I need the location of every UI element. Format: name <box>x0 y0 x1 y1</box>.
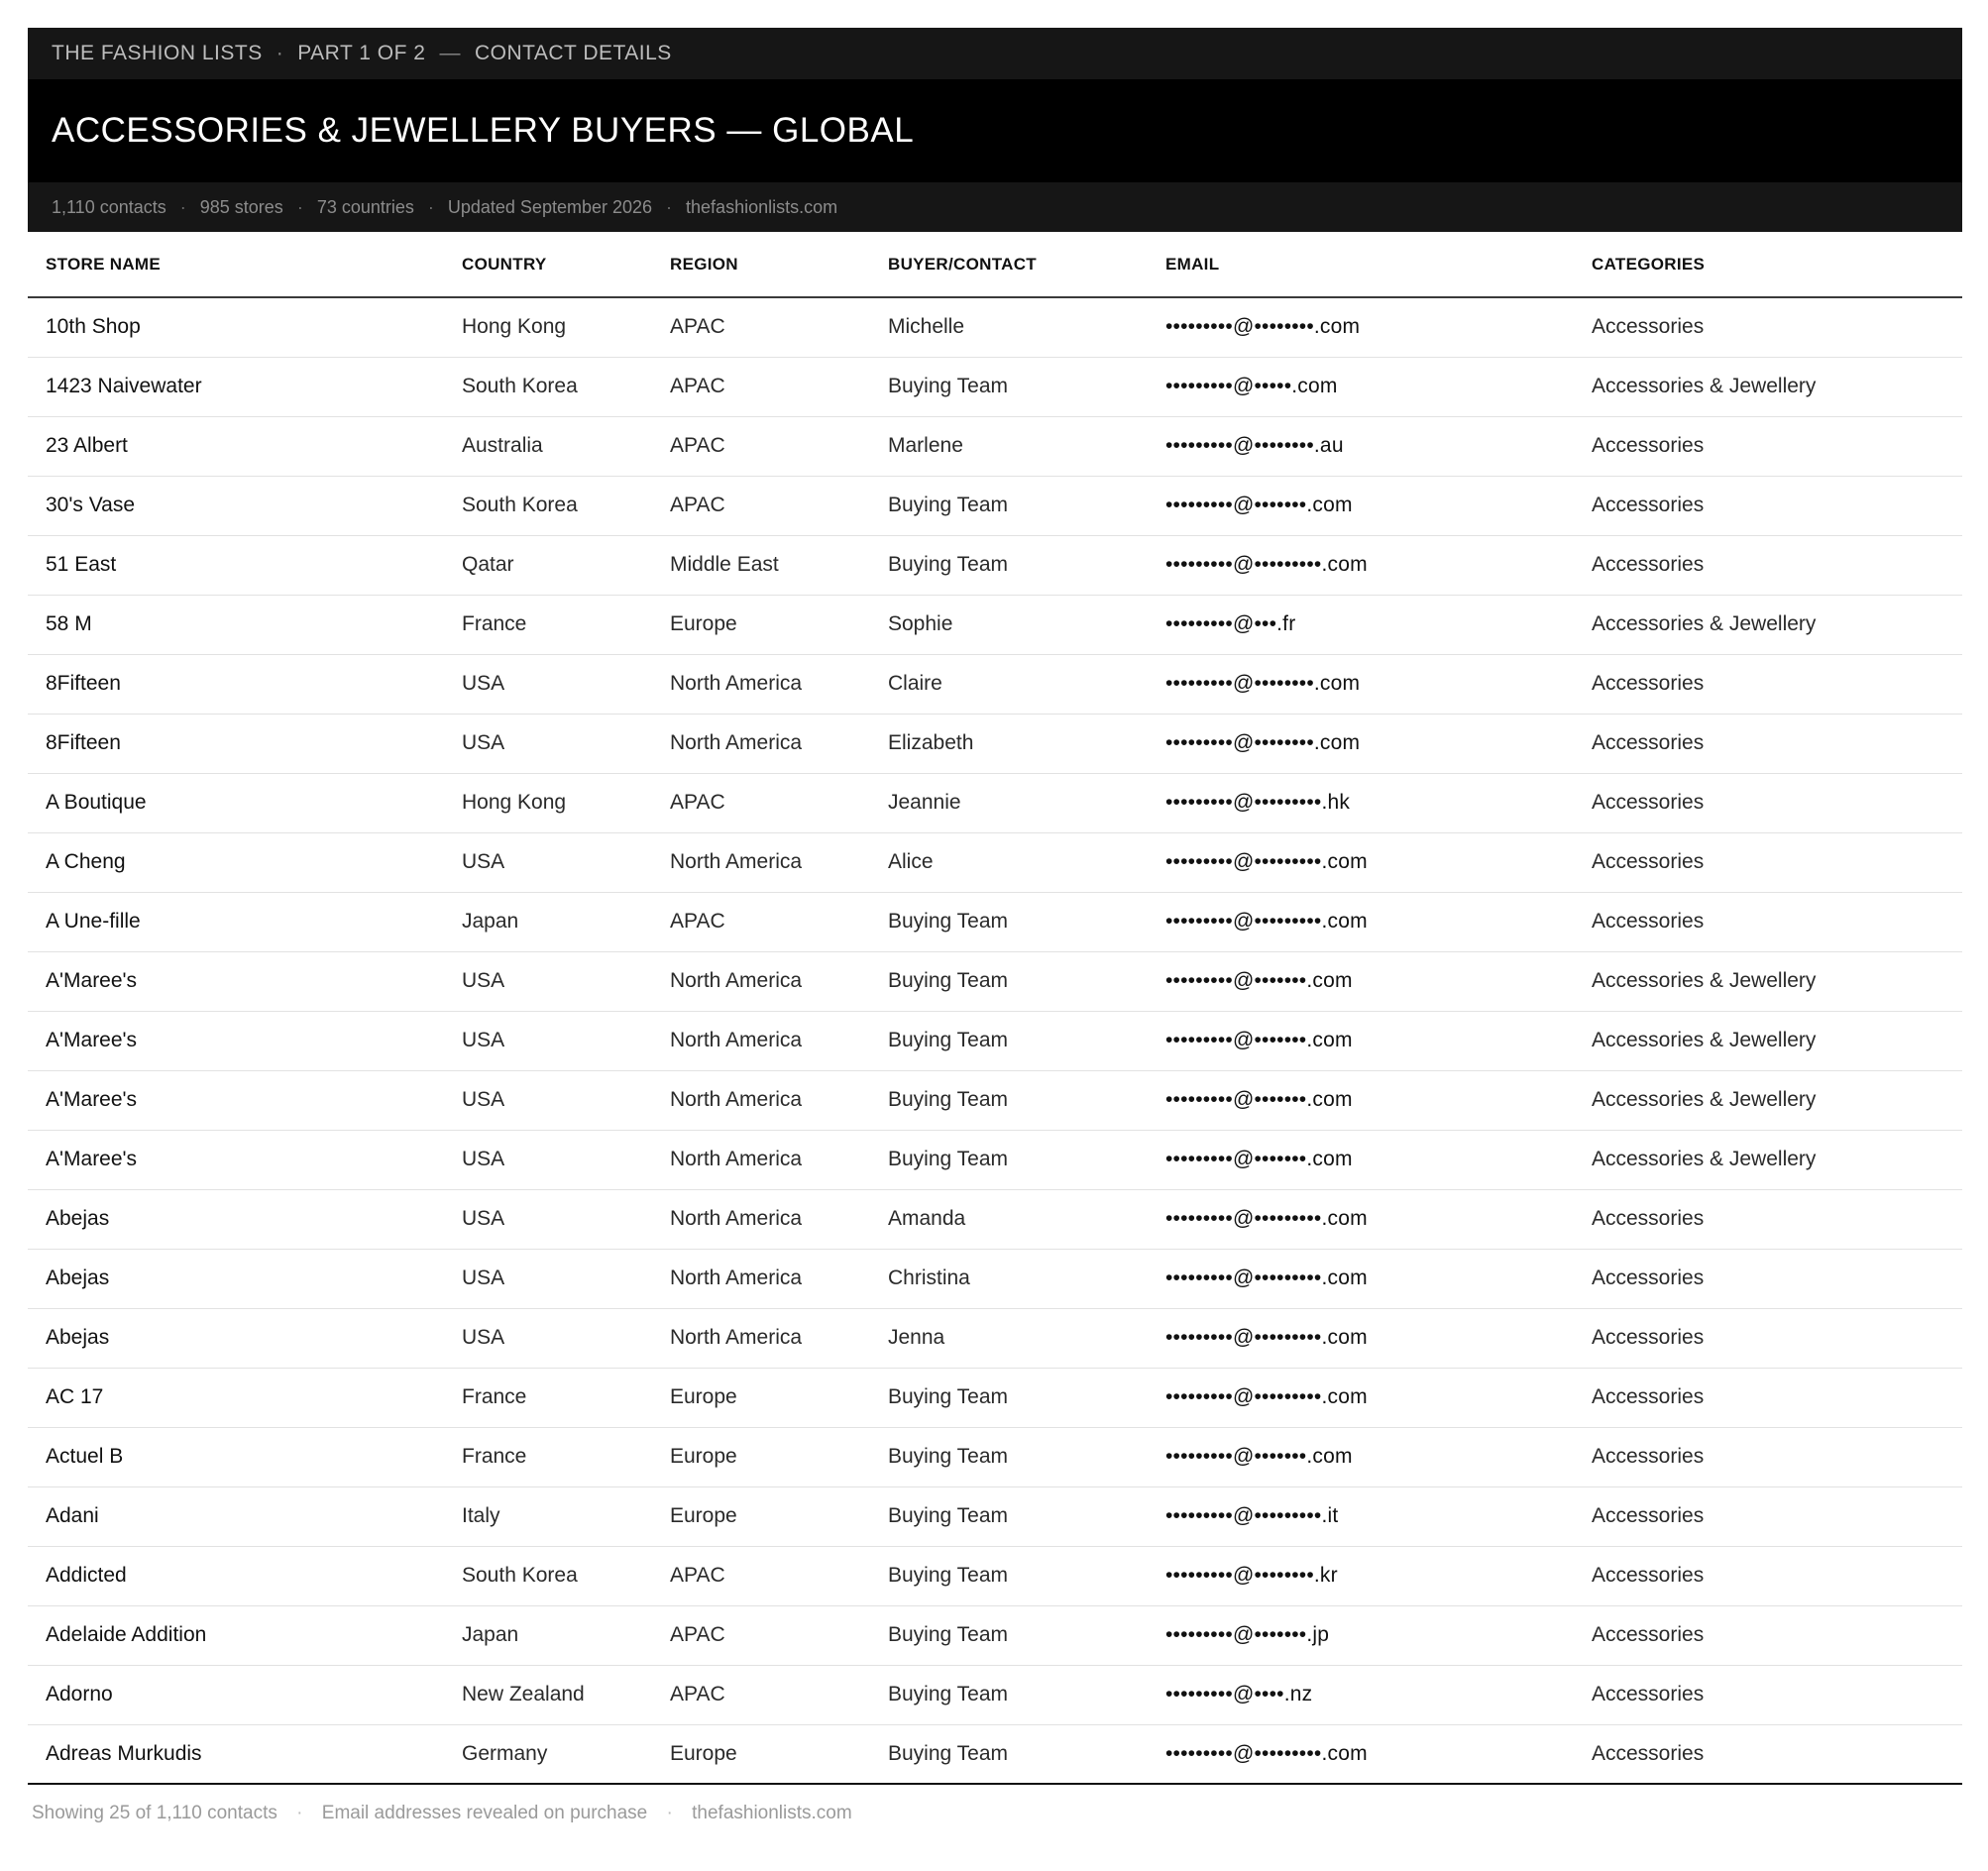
region-cell: Middle East <box>652 535 870 595</box>
categories-cell: Accessories <box>1574 1427 1962 1486</box>
table-row[interactable] <box>28 1486 1962 1546</box>
buyer-contact-cell: Buying Team <box>870 1486 1148 1546</box>
region-cell: APAC <box>652 297 870 357</box>
region-cell: APAC <box>652 1605 870 1665</box>
country-cell: Hong Kong <box>444 773 652 832</box>
region-cell: Europe <box>652 1427 870 1486</box>
table-row[interactable] <box>28 1546 1962 1605</box>
categories-cell: Accessories <box>1574 773 1962 832</box>
store-name-cell: A'Maree's <box>28 1070 444 1130</box>
categories-cell: Accessories & Jewellery <box>1574 595 1962 654</box>
separator-dot: · <box>179 196 186 217</box>
countries-count: 73 countries <box>316 196 414 217</box>
categories-cell: Accessories <box>1574 476 1962 535</box>
country-cell: Japan <box>444 1605 652 1665</box>
table-row[interactable] <box>28 892 1962 951</box>
buyer-contact-cell: Buying Team <box>870 892 1148 951</box>
region-cell: North America <box>652 1249 870 1308</box>
table-row[interactable] <box>28 1427 1962 1486</box>
table-row[interactable] <box>28 1665 1962 1724</box>
email-cell: •••••••••@••••••••.com <box>1148 714 1574 773</box>
table-row[interactable] <box>28 773 1962 832</box>
region-cell: North America <box>652 1011 870 1070</box>
email-cell: •••••••••@•••••••••.it <box>1148 1486 1574 1546</box>
country-cell: USA <box>444 832 652 892</box>
email-cell: •••••••••@••••••••.au <box>1148 416 1574 476</box>
categories-cell: Accessories <box>1574 1605 1962 1665</box>
region-cell: North America <box>652 1070 870 1130</box>
table-row[interactable] <box>28 357 1962 416</box>
store-name-cell: AC 17 <box>28 1368 444 1427</box>
store-name-cell: A'Maree's <box>28 1011 444 1070</box>
store-name-cell: Adelaide Addition <box>28 1605 444 1665</box>
email-cell: •••••••••@•••••••••.com <box>1148 1724 1574 1784</box>
column-header-store-name: STORE NAME <box>28 232 444 297</box>
email-cell: •••••••••@••••••••.com <box>1148 654 1574 714</box>
email-cell: •••••••••@•••••••.com <box>1148 951 1574 1011</box>
categories-cell: Accessories <box>1574 1189 1962 1249</box>
email-cell: •••••••••@•••••••••.com <box>1148 1368 1574 1427</box>
top-bar <box>28 28 1962 79</box>
country-cell: South Korea <box>444 476 652 535</box>
contacts-table <box>28 232 1962 1785</box>
country-cell: USA <box>444 1130 652 1189</box>
country-cell: South Korea <box>444 1546 652 1605</box>
categories-cell: Accessories <box>1574 832 1962 892</box>
footer <box>28 1803 1962 1824</box>
table-row[interactable] <box>28 1189 1962 1249</box>
store-name-cell: A Boutique <box>28 773 444 832</box>
country-cell: Italy <box>444 1486 652 1546</box>
separator-dot: · <box>666 1803 673 1823</box>
buyer-contact-cell: Claire <box>870 654 1148 714</box>
categories-cell: Accessories <box>1574 1724 1962 1784</box>
country-cell: USA <box>444 1011 652 1070</box>
table-row[interactable] <box>28 1724 1962 1784</box>
store-name-cell: Adani <box>28 1486 444 1546</box>
table-row[interactable] <box>28 1368 1962 1427</box>
region-cell: North America <box>652 714 870 773</box>
email-cell: •••••••••@•••••••.jp <box>1148 1605 1574 1665</box>
store-name-cell: 10th Shop <box>28 297 444 357</box>
region-cell: APAC <box>652 773 870 832</box>
email-cell: •••••••••@••••.nz <box>1148 1665 1574 1724</box>
region-cell: North America <box>652 1308 870 1368</box>
region-cell: North America <box>652 654 870 714</box>
categories-cell: Accessories <box>1574 654 1962 714</box>
table-row[interactable] <box>28 1605 1962 1665</box>
store-name-cell: 30's Vase <box>28 476 444 535</box>
country-cell: France <box>444 595 652 654</box>
country-cell: France <box>444 1368 652 1427</box>
categories-cell: Accessories & Jewellery <box>1574 1130 1962 1189</box>
email-cell: •••••••••@•••••••.com <box>1148 1011 1574 1070</box>
email-cell: •••••••••@•••••••.com <box>1148 1070 1574 1130</box>
stores-count: 985 stores <box>199 196 283 217</box>
region-cell: Europe <box>652 1486 870 1546</box>
store-name-cell: Abejas <box>28 1189 444 1249</box>
buyer-contact-cell: Buying Team <box>870 1665 1148 1724</box>
table-row[interactable] <box>28 1070 1962 1130</box>
region-cell: APAC <box>652 416 870 476</box>
table-row[interactable] <box>28 297 1962 357</box>
buyer-contact-cell: Buying Team <box>870 1070 1148 1130</box>
buyer-contact-cell: Buying Team <box>870 1368 1148 1427</box>
store-name-cell: 8Fifteen <box>28 714 444 773</box>
country-cell: USA <box>444 951 652 1011</box>
country-cell: Japan <box>444 892 652 951</box>
email-cell: •••••••••@••••••••.kr <box>1148 1546 1574 1605</box>
country-cell: USA <box>444 1249 652 1308</box>
email-cell: •••••••••@••••••••.com <box>1148 297 1574 357</box>
separator-dash: — <box>439 42 461 64</box>
region-cell: Europe <box>652 1368 870 1427</box>
meta-bar <box>28 182 1962 232</box>
buyer-contact-cell: Michelle <box>870 297 1148 357</box>
store-name-cell: Actuel B <box>28 1427 444 1486</box>
store-name-cell: Addicted <box>28 1546 444 1605</box>
email-cell: •••••••••@•••••••••.hk <box>1148 773 1574 832</box>
email-cell: •••••••••@•••••••.com <box>1148 1427 1574 1486</box>
buyer-contact-cell: Buying Team <box>870 1011 1148 1070</box>
region-cell: APAC <box>652 476 870 535</box>
buyer-contact-cell: Jeannie <box>870 773 1148 832</box>
title-bar <box>28 79 1962 182</box>
country-cell: USA <box>444 1308 652 1368</box>
column-header-region: REGION <box>652 232 870 297</box>
email-cell: •••••••••@•••.fr <box>1148 595 1574 654</box>
buyer-contact-cell: Amanda <box>870 1189 1148 1249</box>
buyer-contact-cell: Buying Team <box>870 476 1148 535</box>
table-row[interactable] <box>28 535 1962 595</box>
buyer-contact-cell: Sophie <box>870 595 1148 654</box>
table-row[interactable] <box>28 714 1962 773</box>
brand-name: THE FASHION LISTS <box>52 42 263 64</box>
buyer-contact-cell: Buying Team <box>870 1546 1148 1605</box>
region-cell: North America <box>652 951 870 1011</box>
region-cell: APAC <box>652 1546 870 1605</box>
categories-cell: Accessories <box>1574 714 1962 773</box>
buyer-contact-cell: Buying Team <box>870 951 1148 1011</box>
buyer-contact-cell: Marlene <box>870 416 1148 476</box>
email-cell: •••••••••@•••••.com <box>1148 357 1574 416</box>
buyer-contact-cell: Buying Team <box>870 1427 1148 1486</box>
categories-cell: Accessories <box>1574 1308 1962 1368</box>
store-name-cell: Adorno <box>28 1665 444 1724</box>
categories-cell: Accessories & Jewellery <box>1574 1070 1962 1130</box>
table-row[interactable] <box>28 1308 1962 1368</box>
table-row[interactable] <box>28 654 1962 714</box>
email-cell: •••••••••@•••••••••.com <box>1148 1249 1574 1308</box>
store-name-cell: A Cheng <box>28 832 444 892</box>
categories-cell: Accessories & Jewellery <box>1574 1011 1962 1070</box>
region-cell: APAC <box>652 357 870 416</box>
separator-dot: · <box>296 1803 303 1823</box>
email-cell: •••••••••@•••••••.com <box>1148 476 1574 535</box>
separator-dot: · <box>276 42 284 64</box>
categories-cell: Accessories <box>1574 297 1962 357</box>
store-name-cell: 8Fifteen <box>28 654 444 714</box>
categories-cell: Accessories <box>1574 535 1962 595</box>
country-cell: Hong Kong <box>444 297 652 357</box>
categories-cell: Accessories & Jewellery <box>1574 357 1962 416</box>
site-link[interactable]: thefashionlists.com <box>686 196 838 217</box>
email-cell: •••••••••@•••••••.com <box>1148 1130 1574 1189</box>
separator-dot: · <box>296 196 303 217</box>
region-cell: APAC <box>652 892 870 951</box>
table-row[interactable] <box>28 1011 1962 1070</box>
table-row[interactable] <box>28 1249 1962 1308</box>
email-cell: •••••••••@•••••••••.com <box>1148 1308 1574 1368</box>
section-label: CONTACT DETAILS <box>474 42 672 64</box>
buyer-contact-cell: Buying Team <box>870 357 1148 416</box>
country-cell: Germany <box>444 1724 652 1784</box>
email-cell: •••••••••@•••••••••.com <box>1148 832 1574 892</box>
country-cell: USA <box>444 1189 652 1249</box>
categories-cell: Accessories <box>1574 1368 1962 1427</box>
region-cell: APAC <box>652 1665 870 1724</box>
region-cell: Europe <box>652 1724 870 1784</box>
categories-cell: Accessories <box>1574 1665 1962 1724</box>
table-row[interactable] <box>28 416 1962 476</box>
store-name-cell: A'Maree's <box>28 1130 444 1189</box>
showing-count: Showing 25 of 1,110 contacts <box>32 1803 277 1823</box>
table-row[interactable] <box>28 476 1962 535</box>
table-body <box>28 297 1962 1784</box>
categories-cell: Accessories & Jewellery <box>1574 951 1962 1011</box>
email-cell: •••••••••@•••••••••.com <box>1148 1189 1574 1249</box>
store-name-cell: 51 East <box>28 535 444 595</box>
store-name-cell: Adreas Murkudis <box>28 1724 444 1784</box>
categories-cell: Accessories <box>1574 1249 1962 1308</box>
table-row[interactable] <box>28 951 1962 1011</box>
country-cell: USA <box>444 714 652 773</box>
region-cell: North America <box>652 1189 870 1249</box>
categories-cell: Accessories <box>1574 1486 1962 1546</box>
page-title: ACCESSORIES & JEWELLERY BUYERS — GLOBAL <box>52 111 915 150</box>
buyer-contact-cell: Buying Team <box>870 1605 1148 1665</box>
buyer-contact-cell: Christina <box>870 1249 1148 1308</box>
buyer-contact-cell: Elizabeth <box>870 714 1148 773</box>
region-cell: North America <box>652 832 870 892</box>
categories-cell: Accessories <box>1574 1546 1962 1605</box>
column-header-categories: CATEGORIES <box>1574 232 1962 297</box>
column-header-buyer-contact: BUYER/CONTACT <box>870 232 1148 297</box>
country-cell: Qatar <box>444 535 652 595</box>
country-cell: South Korea <box>444 357 652 416</box>
country-cell: USA <box>444 1070 652 1130</box>
column-header-country: COUNTRY <box>444 232 652 297</box>
store-name-cell: Abejas <box>28 1308 444 1368</box>
country-cell: USA <box>444 654 652 714</box>
separator-dot: · <box>666 196 673 217</box>
categories-cell: Accessories <box>1574 416 1962 476</box>
buyer-contact-cell: Jenna <box>870 1308 1148 1368</box>
email-cell: •••••••••@•••••••••.com <box>1148 892 1574 951</box>
region-cell: North America <box>652 1130 870 1189</box>
store-name-cell: 58 M <box>28 595 444 654</box>
buyer-contact-cell: Buying Team <box>870 1724 1148 1784</box>
table-row[interactable] <box>28 595 1962 654</box>
email-cell: •••••••••@•••••••••.com <box>1148 535 1574 595</box>
store-name-cell: A'Maree's <box>28 951 444 1011</box>
categories-cell: Accessories <box>1574 892 1962 951</box>
contact-list-sheet <box>28 28 1962 1824</box>
table-row[interactable] <box>28 832 1962 892</box>
store-name-cell: A Une-fille <box>28 892 444 951</box>
store-name-cell: 23 Albert <box>28 416 444 476</box>
region-cell: Europe <box>652 595 870 654</box>
buyer-contact-cell: Buying Team <box>870 1130 1148 1189</box>
contacts-count: 1,110 contacts <box>52 196 166 217</box>
column-header-email: EMAIL <box>1148 232 1574 297</box>
table-row[interactable] <box>28 1130 1962 1189</box>
store-name-cell: Abejas <box>28 1249 444 1308</box>
footer-site-link[interactable]: thefashionlists.com <box>692 1803 852 1823</box>
buyer-contact-cell: Buying Team <box>870 535 1148 595</box>
buyer-contact-cell: Alice <box>870 832 1148 892</box>
country-cell: Australia <box>444 416 652 476</box>
table-header-row <box>28 232 1962 297</box>
separator-dot: · <box>427 196 434 217</box>
country-cell: France <box>444 1427 652 1486</box>
store-name-cell: 1423 Naivewater <box>28 357 444 416</box>
updated-date: Updated September 2026 <box>447 196 653 217</box>
country-cell: New Zealand <box>444 1665 652 1724</box>
purchase-note: Email addresses revealed on purchase <box>321 1803 648 1823</box>
part-label: PART 1 OF 2 <box>297 42 426 64</box>
